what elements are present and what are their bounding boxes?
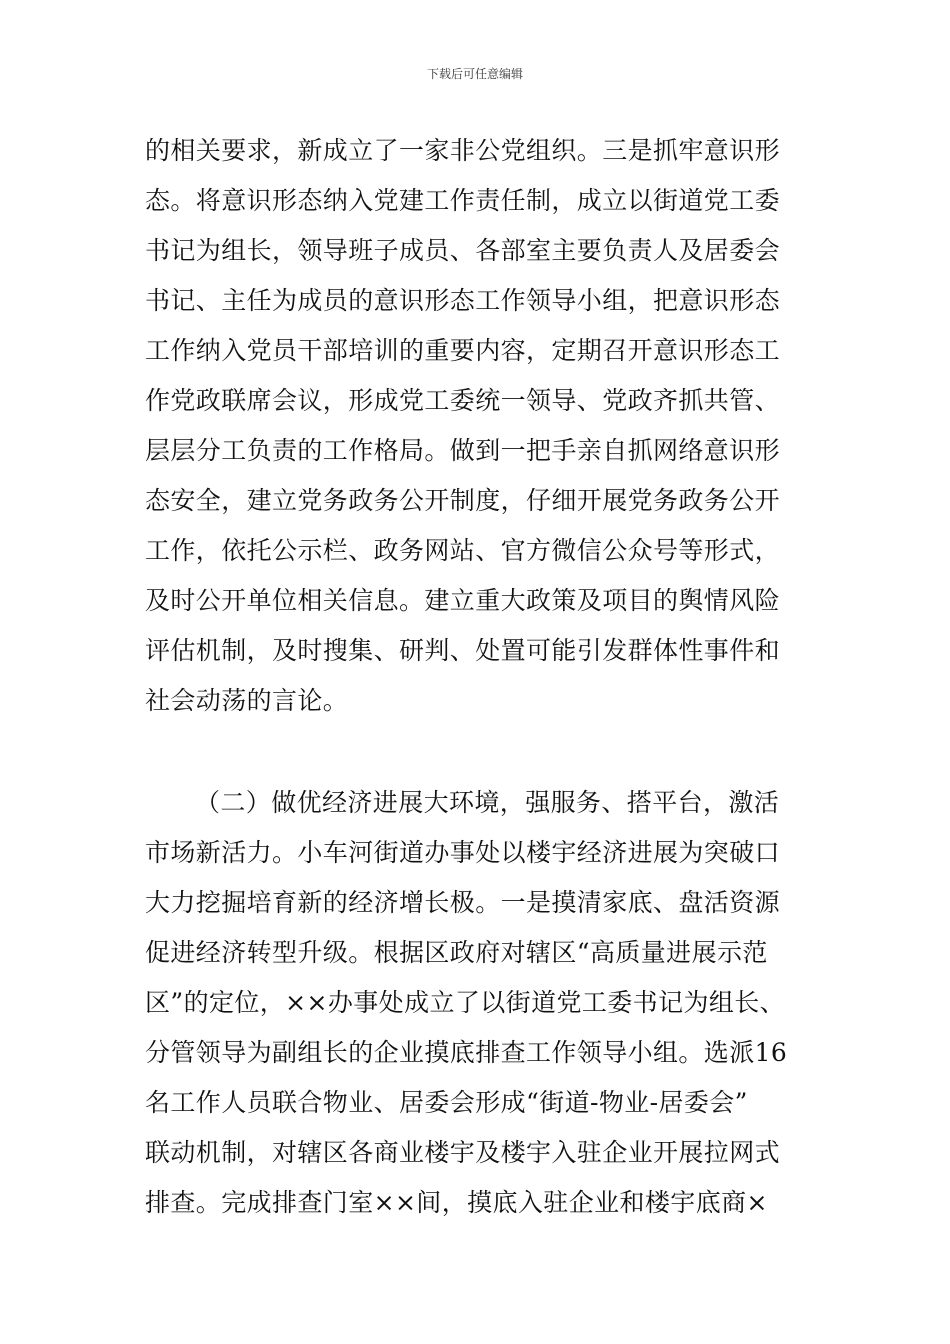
text-line: 评估机制，及时搜集、研判、处置可能引发群体性事件和 [145,636,781,665]
text-line: 层层分工负责的工作格局。做到一把手亲自抓网络意识形 [145,436,781,465]
text-line: 促进经济转型升级。根据区政府对辖区“高质量进展示范 [145,938,768,967]
text-line: 态安全，建立党务政务公开制度，仔细开展党务政务公开 [145,486,781,515]
text-line: 市场新活力。小车河街道办事处以楼宇经济进展为突破口 [145,838,781,867]
text-line: 的相关要求，新成立了一家非公党组织。三是抓牢意识形 [145,136,781,165]
text-line: 书记、主任为成员的意识形态工作领导小组，把意识形态 [145,286,781,315]
text-line: 联动机制，对辖区各商业楼宇及楼宇入驻企业开展拉网式 [145,1138,781,1167]
text-line: （二）做优经济进展大环境，强服务、搭平台，激活 [195,788,780,817]
text-line: 态。将意识形态纳入党建工作责任制，成立以街道党工委 [145,186,781,215]
text-line: 书记为组长，领导班子成员、各部室主要负责人及居委会 [145,236,781,265]
text-line: 区”的定位，××办事处成立了以街道党工委书记为组长、 [145,988,786,1017]
page-header: 下载后可任意编辑 [426,67,523,81]
text-line: 作党政联席会议，形成党工委统一领导、党政齐抓共管、 [145,386,781,415]
text-line: 名工作人员联合物业、居委会形成“街道-物业-居委会” [145,1088,748,1117]
text-line: 工作，依托公示栏、政务网站、官方微信公众号等形式， [145,536,781,565]
text-line: 大力挖掘培育新的经济增长极。一是摸清家底、盘活资源 [145,888,781,917]
text-line: 工作纳入党员干部培训的重要内容，定期召开意识形态工 [145,336,781,365]
text-line: 及时公开单位相关信息。建立重大政策及项目的舆情风险 [145,586,781,615]
text-line: 社会动荡的言论。 [145,686,349,715]
text-line: 分管领导为副组长的企业摸底排查工作领导小组。选派16 [145,1038,788,1067]
text-line: 排查。完成排查门室××间，摸底入驻企业和楼宇底商× [145,1188,768,1217]
